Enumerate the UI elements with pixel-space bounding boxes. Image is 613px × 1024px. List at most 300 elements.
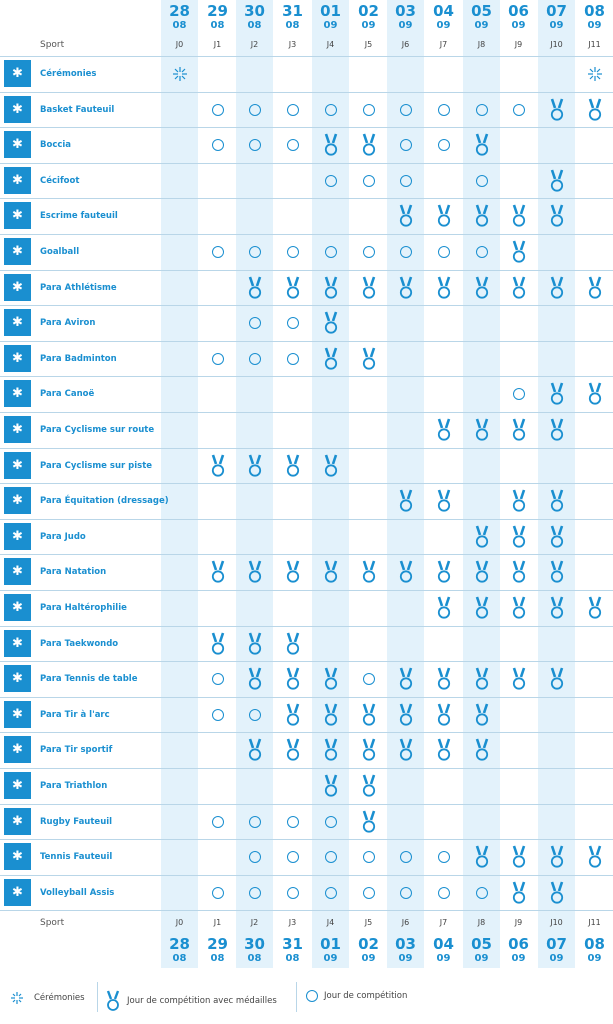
date-month: 09 — [436, 20, 451, 31]
medal-day-marker — [538, 418, 575, 442]
sport-name: Volleyball Assis — [40, 888, 115, 898]
date-header — [387, 937, 424, 964]
medal-day-marker — [500, 525, 537, 549]
ceremony-icon — [6, 990, 28, 1006]
medal-day-marker — [387, 204, 424, 228]
day-label: J0 — [175, 918, 184, 927]
medal-day-marker — [274, 632, 311, 656]
sport-name: Para Cyclisme sur piste — [40, 461, 153, 471]
competition-day-marker — [236, 246, 273, 258]
medal-day-marker — [463, 204, 500, 228]
date-day: 05 — [471, 2, 492, 20]
row-divider — [0, 732, 613, 733]
medal-day-marker — [312, 276, 349, 300]
date-month: 08 — [210, 953, 225, 964]
medal-day-marker — [500, 667, 537, 691]
competition-day-marker — [199, 104, 236, 116]
date-month: 09 — [361, 953, 376, 964]
date-month: 09 — [323, 953, 338, 964]
competition-day-marker — [387, 851, 424, 863]
medal-day-marker — [538, 845, 575, 869]
para-rowing-icon: ✱ — [4, 309, 31, 336]
sport-name: Para Aviron — [40, 318, 96, 328]
medal-day-marker — [199, 454, 236, 478]
date-day: 03 — [395, 2, 416, 20]
medal-day-marker — [312, 667, 349, 691]
medal-day-marker — [500, 276, 537, 300]
medal-day-marker — [312, 738, 349, 762]
medal-day-marker — [463, 667, 500, 691]
sport-column-header: Sport — [40, 918, 65, 928]
medal-day-marker — [500, 418, 537, 442]
row-divider — [0, 270, 613, 271]
date-day: 31 — [282, 935, 303, 953]
medal-day-marker — [463, 418, 500, 442]
day-label: J10 — [550, 918, 563, 927]
date-day: 31 — [282, 2, 303, 20]
row-divider — [0, 554, 613, 555]
day-column-highlight — [161, 0, 198, 968]
row-divider — [0, 626, 613, 627]
row-divider — [0, 519, 613, 520]
medal-day-marker — [236, 560, 273, 584]
date-month: 08 — [247, 953, 262, 964]
medal-day-marker — [236, 667, 273, 691]
date-header — [387, 4, 424, 31]
para-track-cycling-icon: ✱ — [4, 452, 31, 479]
date-month: 09 — [549, 20, 564, 31]
medal-day-marker — [350, 276, 387, 300]
medal-day-marker — [199, 632, 236, 656]
medal-day-marker — [312, 311, 349, 335]
competition-day-marker — [312, 887, 349, 899]
date-header — [199, 937, 236, 964]
medal-day-marker — [236, 454, 273, 478]
medal-icon — [105, 990, 121, 1012]
date-header — [576, 937, 613, 964]
date-header — [161, 4, 198, 31]
date-month: 08 — [247, 20, 262, 31]
para-table-tennis-icon: ✱ — [4, 665, 31, 692]
medal-day-marker — [312, 454, 349, 478]
para-athletics-icon: ✱ — [4, 274, 31, 301]
competition-day-marker — [274, 816, 311, 828]
medal-day-marker — [350, 560, 387, 584]
para-taekwondo-icon: ✱ — [4, 630, 31, 657]
medal-day-marker — [425, 596, 462, 620]
date-day: 02 — [358, 935, 379, 953]
medal-day-marker — [274, 454, 311, 478]
day-label: J11 — [588, 918, 601, 927]
ceremony-marker — [576, 65, 613, 83]
goalball-icon: ✱ — [4, 238, 31, 265]
row-divider — [0, 412, 613, 413]
para-shooting-icon: ✱ — [4, 736, 31, 763]
medal-day-marker — [538, 382, 575, 406]
medal-day-marker — [538, 276, 575, 300]
date-month: 09 — [436, 953, 451, 964]
day-label: J9 — [514, 40, 523, 49]
date-month: 08 — [210, 20, 225, 31]
date-header — [500, 937, 537, 964]
competition-day-marker — [236, 104, 273, 116]
sport-name: Goalball — [40, 247, 80, 257]
medal-day-marker — [538, 204, 575, 228]
date-header — [538, 937, 575, 964]
date-month: 08 — [285, 20, 300, 31]
sport-name: Cérémonies — [40, 69, 97, 79]
day-label: J6 — [401, 918, 410, 927]
sport-name: Tennis Fauteuil — [40, 852, 113, 862]
medal-day-marker — [350, 738, 387, 762]
date-day: 28 — [169, 2, 190, 20]
day-label: J10 — [550, 40, 563, 49]
row-divider — [0, 127, 613, 128]
boccia-icon: ✱ — [4, 131, 31, 158]
medal-day-marker — [387, 276, 424, 300]
date-header — [500, 4, 537, 31]
medal-day-marker — [387, 738, 424, 762]
day-label: J3 — [288, 40, 297, 49]
sport-name: Basket Fauteuil — [40, 105, 115, 115]
row-divider — [0, 768, 613, 769]
date-day: 04 — [433, 2, 454, 20]
date-day: 08 — [584, 2, 605, 20]
competition-day-marker — [312, 175, 349, 187]
legend-separator — [97, 982, 98, 1012]
medal-day-marker — [425, 703, 462, 727]
sport-name: Boccia — [40, 140, 72, 150]
row-divider — [0, 92, 613, 93]
competition-day-marker — [274, 851, 311, 863]
medal-day-marker — [425, 738, 462, 762]
date-day: 29 — [207, 2, 228, 20]
legend-ceremonies-label: Cérémonies — [34, 993, 85, 1003]
medal-day-marker — [463, 596, 500, 620]
sport-name: Para Canoë — [40, 389, 95, 399]
row-divider — [0, 198, 613, 199]
competition-day-marker — [274, 104, 311, 116]
date-header — [274, 937, 311, 964]
date-day: 07 — [546, 935, 567, 953]
date-month: 09 — [587, 953, 602, 964]
medal-day-marker — [274, 560, 311, 584]
competition-day-marker — [236, 887, 273, 899]
medal-day-marker — [425, 276, 462, 300]
competition-day-marker — [350, 175, 387, 187]
sport-name: Para Badminton — [40, 354, 117, 364]
ceremony-marker — [161, 65, 198, 83]
date-month: 08 — [285, 953, 300, 964]
competition-day-marker — [350, 851, 387, 863]
competition-day-marker — [274, 887, 311, 899]
date-day: 04 — [433, 935, 454, 953]
medal-day-marker — [274, 703, 311, 727]
medal-day-marker — [312, 774, 349, 798]
day-label: J6 — [401, 40, 410, 49]
row-divider — [0, 234, 613, 235]
legend-competition-day-label: Jour de compétition — [324, 991, 408, 1001]
medal-day-marker — [236, 738, 273, 762]
row-divider — [0, 697, 613, 698]
medal-day-marker — [387, 667, 424, 691]
competition-day-marker — [350, 887, 387, 899]
medal-day-marker — [538, 489, 575, 513]
row-divider — [0, 163, 613, 164]
date-day: 30 — [244, 2, 265, 20]
legend-medal-day — [105, 990, 277, 1012]
medal-day-marker — [538, 596, 575, 620]
competition-day-marker — [199, 139, 236, 151]
competition-day-marker — [236, 317, 273, 329]
date-header — [199, 4, 236, 31]
competition-day-marker — [463, 887, 500, 899]
medal-day-marker — [500, 204, 537, 228]
medal-day-marker — [538, 525, 575, 549]
blind-football-icon: ✱ — [4, 167, 31, 194]
row-divider — [0, 661, 613, 662]
day-label: J5 — [364, 40, 373, 49]
medal-day-marker — [463, 133, 500, 157]
row-divider — [0, 875, 613, 876]
medal-day-marker — [350, 774, 387, 798]
medal-day-marker — [538, 560, 575, 584]
date-header — [236, 4, 273, 31]
para-triathlon-icon: ✱ — [4, 772, 31, 799]
ceremony-icon: ✱ — [4, 60, 31, 87]
medal-day-marker — [538, 169, 575, 193]
competition-day-marker — [425, 851, 462, 863]
date-header — [236, 937, 273, 964]
competition-day-marker — [387, 246, 424, 258]
competition-day-marker — [387, 887, 424, 899]
medal-day-marker — [199, 560, 236, 584]
wheelchair-tennis-icon: ✱ — [4, 843, 31, 870]
competition-day-marker — [387, 104, 424, 116]
medal-day-marker — [274, 738, 311, 762]
competition-day-icon — [306, 990, 318, 1002]
medal-day-marker — [236, 276, 273, 300]
wheelchair-basketball-icon: ✱ — [4, 96, 31, 123]
para-judo-icon: ✱ — [4, 523, 31, 550]
medal-day-marker — [576, 596, 613, 620]
competition-day-marker — [199, 709, 236, 721]
date-day: 05 — [471, 935, 492, 953]
date-day: 29 — [207, 935, 228, 953]
sport-name: Escrime fauteuil — [40, 211, 118, 221]
medal-day-marker — [274, 276, 311, 300]
date-day: 08 — [584, 935, 605, 953]
sport-name: Para Triathlon — [40, 781, 108, 791]
competition-day-marker — [463, 246, 500, 258]
medal-day-marker — [463, 703, 500, 727]
medal-day-marker — [425, 489, 462, 513]
competition-day-marker — [199, 246, 236, 258]
competition-day-marker — [500, 388, 537, 400]
medal-day-marker — [350, 703, 387, 727]
row-divider — [0, 341, 613, 342]
date-header — [161, 937, 198, 964]
competition-day-marker — [236, 353, 273, 365]
medal-day-marker — [500, 240, 537, 264]
medal-day-marker — [500, 881, 537, 905]
competition-day-marker — [463, 104, 500, 116]
competition-day-marker — [425, 104, 462, 116]
date-day: 06 — [508, 2, 529, 20]
para-powerlifting-icon: ✱ — [4, 594, 31, 621]
date-day: 01 — [320, 935, 341, 953]
date-header — [463, 937, 500, 964]
para-equestrian-icon: ✱ — [4, 487, 31, 514]
date-month: 09 — [474, 20, 489, 31]
competition-day-marker — [274, 353, 311, 365]
medal-day-marker — [387, 560, 424, 584]
medal-day-marker — [538, 667, 575, 691]
sport-name: Para Haltérophilie — [40, 603, 127, 613]
date-month: 09 — [587, 20, 602, 31]
row-divider — [0, 483, 613, 484]
competition-day-marker — [387, 139, 424, 151]
date-header — [274, 4, 311, 31]
sport-name: Para Tennis de table — [40, 674, 138, 684]
date-header — [538, 4, 575, 31]
day-label: J2 — [250, 40, 259, 49]
row-divider — [0, 56, 613, 57]
date-month: 09 — [398, 953, 413, 964]
medal-day-marker — [538, 881, 575, 905]
date-day: 06 — [508, 935, 529, 953]
medal-day-marker — [576, 382, 613, 406]
medal-day-marker — [350, 810, 387, 834]
sport-name: Para Tir sportif — [40, 745, 113, 755]
day-column-highlight — [538, 0, 575, 968]
competition-day-marker — [463, 175, 500, 187]
day-label: J11 — [588, 40, 601, 49]
medal-day-marker — [387, 703, 424, 727]
date-month: 09 — [323, 20, 338, 31]
competition-day-marker — [274, 246, 311, 258]
competition-day-marker — [350, 673, 387, 685]
day-label: J4 — [326, 918, 335, 927]
medal-day-marker — [350, 133, 387, 157]
competition-day-marker — [312, 851, 349, 863]
competition-day-marker — [312, 816, 349, 828]
day-label: J1 — [213, 40, 222, 49]
medal-day-marker — [312, 703, 349, 727]
sport-name: Para Taekwondo — [40, 639, 119, 649]
date-month: 08 — [172, 953, 187, 964]
medal-day-marker — [425, 667, 462, 691]
date-header — [576, 4, 613, 31]
medal-day-marker — [312, 560, 349, 584]
para-swimming-icon: ✱ — [4, 558, 31, 585]
competition-day-marker — [425, 246, 462, 258]
competition-day-marker — [236, 709, 273, 721]
sport-name: Para Cyclisme sur route — [40, 425, 155, 435]
competition-day-marker — [425, 887, 462, 899]
day-label: J0 — [175, 40, 184, 49]
medal-day-marker — [576, 276, 613, 300]
medal-day-marker — [387, 489, 424, 513]
medal-day-marker — [312, 133, 349, 157]
medal-day-marker — [576, 845, 613, 869]
legend-ceremonies — [6, 990, 85, 1006]
medal-day-marker — [274, 667, 311, 691]
date-month: 08 — [172, 20, 187, 31]
row-divider — [0, 910, 613, 911]
competition-day-marker — [274, 139, 311, 151]
para-road-cycling-icon: ✱ — [4, 416, 31, 443]
date-header — [350, 937, 387, 964]
competition-day-marker — [350, 104, 387, 116]
row-divider — [0, 590, 613, 591]
date-day: 28 — [169, 935, 190, 953]
date-day: 07 — [546, 2, 567, 20]
sport-name: Para Tir à l'arc — [40, 710, 110, 720]
para-archery-icon: ✱ — [4, 701, 31, 728]
competition-day-marker — [236, 851, 273, 863]
medal-day-marker — [463, 276, 500, 300]
legend-medal-day-label: Jour de compétition avec médailles — [127, 996, 277, 1006]
competition-day-marker — [199, 353, 236, 365]
competition-day-marker — [199, 816, 236, 828]
para-canoe-icon: ✱ — [4, 380, 31, 407]
date-month: 09 — [511, 953, 526, 964]
medal-day-marker — [350, 347, 387, 371]
competition-day-marker — [199, 673, 236, 685]
wheelchair-fencing-icon: ✱ — [4, 202, 31, 229]
day-label: J4 — [326, 40, 335, 49]
competition-day-marker — [312, 246, 349, 258]
medal-day-marker — [463, 845, 500, 869]
day-label: J8 — [477, 918, 486, 927]
competition-day-marker — [350, 246, 387, 258]
day-label: J2 — [250, 918, 259, 927]
date-month: 09 — [474, 953, 489, 964]
row-divider — [0, 448, 613, 449]
sport-name: Para Judo — [40, 532, 86, 542]
day-label: J1 — [213, 918, 222, 927]
medal-day-marker — [463, 560, 500, 584]
competition-day-marker — [199, 887, 236, 899]
medal-day-marker — [425, 418, 462, 442]
competition-day-marker — [387, 175, 424, 187]
date-day: 03 — [395, 935, 416, 953]
competition-day-marker — [312, 104, 349, 116]
legend-competition-day — [306, 990, 407, 1002]
para-badminton-icon: ✱ — [4, 345, 31, 372]
date-month: 09 — [511, 20, 526, 31]
sport-name: Para Équitation (dressage) — [40, 496, 169, 506]
competition-day-marker — [425, 139, 462, 151]
medal-day-marker — [538, 98, 575, 122]
date-month: 09 — [549, 953, 564, 964]
medal-day-marker — [463, 738, 500, 762]
medal-day-marker — [500, 596, 537, 620]
date-header — [425, 4, 462, 31]
day-label: J5 — [364, 918, 373, 927]
row-divider — [0, 804, 613, 805]
competition-day-marker — [500, 104, 537, 116]
competition-day-marker — [236, 139, 273, 151]
sport-name: Rugby Fauteuil — [40, 817, 113, 827]
date-header — [425, 937, 462, 964]
medal-day-marker — [425, 560, 462, 584]
sitting-volleyball-icon: ✱ — [4, 879, 31, 906]
medal-day-marker — [463, 525, 500, 549]
medal-day-marker — [312, 347, 349, 371]
sport-name: Cécifoot — [40, 176, 80, 186]
